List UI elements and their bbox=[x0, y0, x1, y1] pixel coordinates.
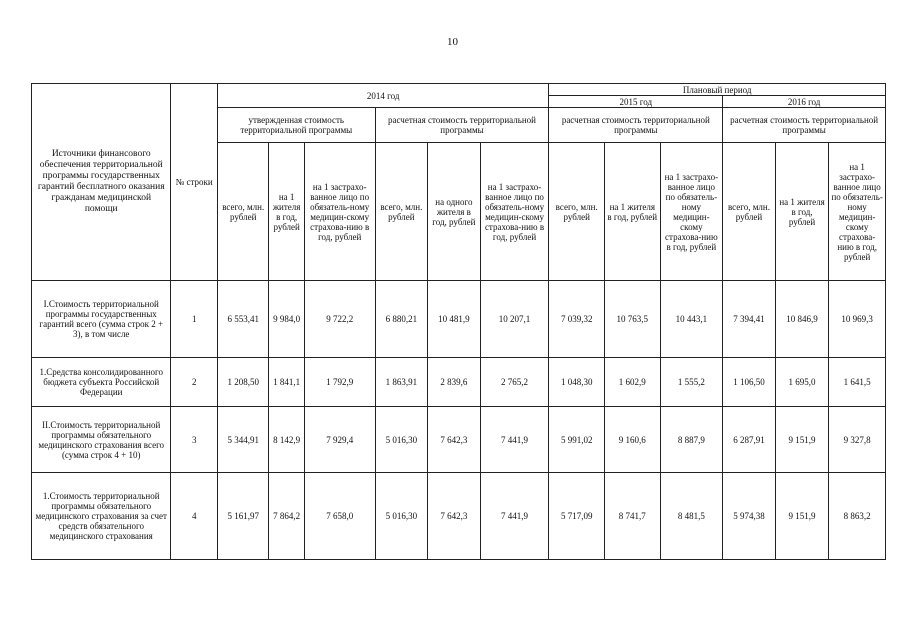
cell-value: 5 717,09 bbox=[549, 473, 605, 560]
cell-value: 1 106,50 bbox=[723, 358, 776, 407]
cell-value: 7 929,4 bbox=[304, 407, 375, 473]
subheader-per-capita: на 1 жителя в год, рублей bbox=[604, 143, 660, 281]
header-year-2015: 2015 год bbox=[549, 96, 723, 108]
cell-value: 8 887,9 bbox=[660, 407, 723, 473]
cell-value: 8 142,9 bbox=[269, 407, 304, 473]
subheader-total: всего, млн. рублей bbox=[723, 143, 776, 281]
cell-value: 6 880,21 bbox=[375, 281, 428, 358]
cell-value: 7 642,3 bbox=[428, 407, 481, 473]
page-number: 10 bbox=[447, 36, 458, 48]
table-row bbox=[32, 281, 886, 358]
cell-value: 1 792,9 bbox=[304, 358, 375, 407]
row-label: II.Стоимость территориальной программы обязательного медицинского страхования всего (сумма строк 4 + 10) bbox=[32, 407, 171, 473]
cell-value: 2 839,6 bbox=[428, 358, 481, 407]
header-planned-period: Плановый период bbox=[549, 84, 886, 96]
cell-value: 7 441,9 bbox=[480, 407, 549, 473]
table-row bbox=[32, 358, 886, 407]
cell-value: 1 641,5 bbox=[829, 358, 886, 407]
subheader-per-insured: на 1 застрахо-ванное лицо по обязатель-ному медицин-скому страхова-нию в год, рублей bbox=[304, 143, 375, 281]
cell-value: 5 016,30 bbox=[375, 407, 428, 473]
cell-value: 7 642,3 bbox=[428, 473, 481, 560]
cell-value: 1 602,9 bbox=[604, 358, 660, 407]
row-label: I.Стоимость территориальной программы государственных гарантий всего (сумма строк 2 + 3), в том числе bbox=[32, 281, 171, 358]
row-number: 2 bbox=[171, 358, 217, 407]
cell-value: 5 344,91 bbox=[217, 407, 269, 473]
cell-value: 5 016,30 bbox=[375, 473, 428, 560]
table-row bbox=[32, 473, 886, 560]
cell-value: 7 864,2 bbox=[269, 473, 304, 560]
cell-value: 10 207,1 bbox=[480, 281, 549, 358]
row-label: 1.Средства консолидированного бюджета субъекта Российской Федерации bbox=[32, 358, 171, 407]
subheader-per-insured: на 1 застрахо-ванное лицо по обязатель-ному медицин-скому страхова-нию в год, рублей bbox=[660, 143, 723, 281]
cell-value: 1 841,1 bbox=[269, 358, 304, 407]
header-calc-cost-2014: расчетная стоимость территориальной программы bbox=[375, 108, 549, 143]
header-year-2016: 2016 год bbox=[723, 96, 886, 108]
cell-value: 9 722,2 bbox=[304, 281, 375, 358]
cell-value: 9 160,6 bbox=[604, 407, 660, 473]
cell-value: 1 863,91 bbox=[375, 358, 428, 407]
cell-value: 10 443,1 bbox=[660, 281, 723, 358]
cell-value: 1 555,2 bbox=[660, 358, 723, 407]
cell-value: 7 394,41 bbox=[723, 281, 776, 358]
header-year-2014: 2014 год bbox=[217, 84, 548, 108]
cell-value: 1 208,50 bbox=[217, 358, 269, 407]
cell-value: 5 991,02 bbox=[549, 407, 605, 473]
header-row-number: № строки bbox=[171, 84, 217, 281]
cell-value: 2 765,2 bbox=[480, 358, 549, 407]
row-label: 1.Стоимость территориальной программы обязательного медицинского страхования за счет средств обязательного медицинского страхования bbox=[32, 473, 171, 560]
row-number: 4 bbox=[171, 473, 217, 560]
cell-value: 7 039,32 bbox=[549, 281, 605, 358]
cell-value: 7 658,0 bbox=[304, 473, 375, 560]
cell-value: 5 161,97 bbox=[217, 473, 269, 560]
header-calc-cost-2015: расчетная стоимость территориальной программы bbox=[549, 108, 723, 143]
cell-value: 10 969,3 bbox=[829, 281, 886, 358]
cell-value: 7 441,9 bbox=[480, 473, 549, 560]
cell-value: 1 048,30 bbox=[549, 358, 605, 407]
subheader-total: всего, млн. рублей bbox=[217, 143, 269, 281]
cell-value: 10 846,9 bbox=[775, 281, 829, 358]
cell-value: 8 741,7 bbox=[604, 473, 660, 560]
cell-value: 8 481,5 bbox=[660, 473, 723, 560]
cell-value: 9 151,9 bbox=[775, 407, 829, 473]
table-row bbox=[32, 407, 886, 473]
header-approved-cost: утвержденная стоимость территориальной программы bbox=[217, 108, 375, 143]
subheader-per-insured: на 1 застрахо-ванное лицо по обязатель-ному медицин-скому страхова-нию в год, рублей bbox=[829, 143, 886, 281]
cell-value: 1 695,0 bbox=[775, 358, 829, 407]
subheader-per-capita: на 1 жителя в год, рублей bbox=[269, 143, 304, 281]
cell-value: 9 327,8 bbox=[829, 407, 886, 473]
cell-value: 9 151,9 bbox=[775, 473, 829, 560]
row-number: 1 bbox=[171, 281, 217, 358]
cell-value: 6 287,91 bbox=[723, 407, 776, 473]
cell-value: 5 974,38 bbox=[723, 473, 776, 560]
header-sources: Источники финансового обеспечения территориальной программы государственных гарантий бесплатного оказания гражданам медицинской помощи bbox=[32, 84, 171, 281]
cell-value: 10 763,5 bbox=[604, 281, 660, 358]
cell-value: 9 984,0 bbox=[269, 281, 304, 358]
cell-value: 6 553,41 bbox=[217, 281, 269, 358]
subheader-total: всего, млн. рублей bbox=[375, 143, 428, 281]
financing-table bbox=[31, 83, 886, 560]
cell-value: 8 863,2 bbox=[829, 473, 886, 560]
subheader-per-capita: на одного жителя в год, рублей bbox=[428, 143, 481, 281]
subheader-per-insured: на 1 застрахо-ванное лицо по обязатель-ному медицин-скому страхова-нию в год, рублей bbox=[480, 143, 549, 281]
cell-value: 10 481,9 bbox=[428, 281, 481, 358]
row-number: 3 bbox=[171, 407, 217, 473]
subheader-total: всего, млн. рублей bbox=[549, 143, 605, 281]
header-calc-cost-2016: расчетная стоимость территориальной программы bbox=[723, 108, 886, 143]
subheader-per-capita: на 1 жителя в год, рублей bbox=[775, 143, 829, 281]
